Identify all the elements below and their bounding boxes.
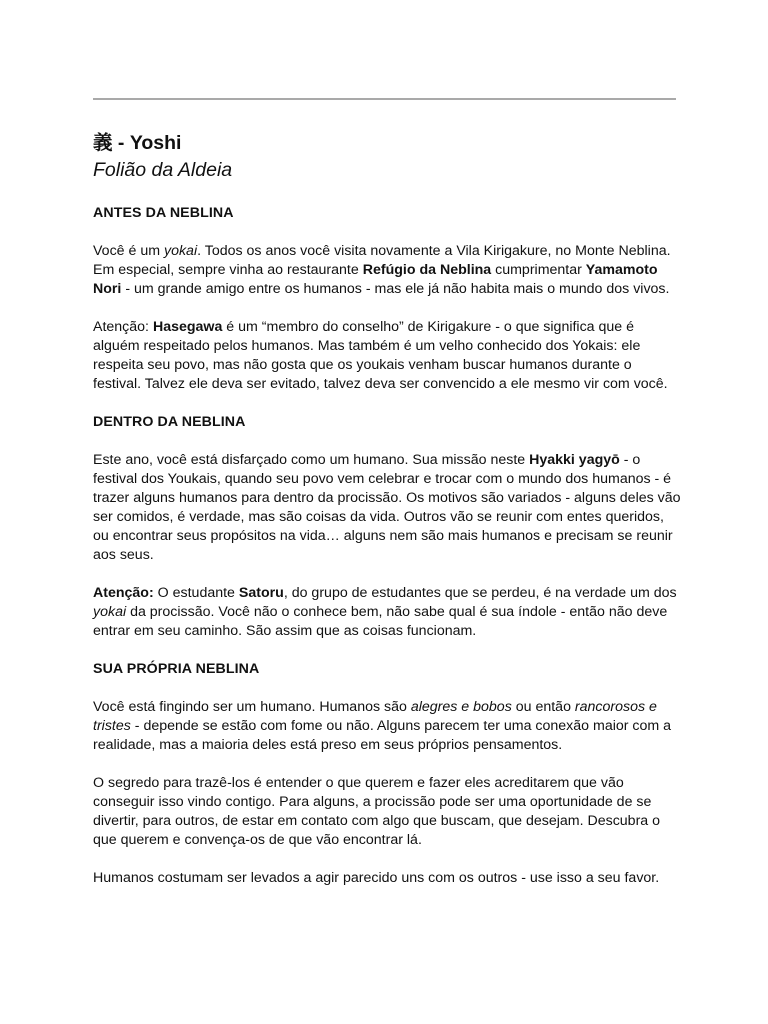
text-run: Você está fingindo ser um humano. Humanos são [93,699,411,715]
document-body [93,129,683,907]
paragraph [93,318,683,394]
italic-run: rancorosos e tristes [93,699,657,734]
text-run: Este ano, você está disfarçado como um humano. Sua missão neste [93,452,530,468]
top-divider [93,98,676,100]
paragraph [93,774,683,850]
section-dentro-da-neblina [93,413,683,641]
paragraph [93,451,683,565]
text-run: O segredo para trazê-los é entender o que querem e fazer eles acreditarem que vão conseguir isso vindo contigo. Para alguns, a procissão pode ser uma oportunidade de se divertir, para outros, de estar em contato com algo que buscam, que desejam. Descubra o que querem e convença-os de que vão encontrar lá. [93,775,661,848]
text-run: cumprimentar [491,262,586,278]
text-run: - depende se estão com fome ou não. Alguns parecem ter uma conexão maior com a realidade, mas a maioria deles está preso em seus próprios pensamentos. [93,718,672,753]
bold-run: Hasegawa [152,319,223,335]
section-heading: ANTES DA NEBLINA [93,205,234,221]
paragraph [93,698,683,755]
italic-run: yokai [93,604,127,620]
section-heading: DENTRO DA NEBLINA [93,414,246,430]
page-subtitle: Folião da Aldeia [93,159,233,181]
section-heading: SUA PRÓPRIA NEBLINA [93,661,260,677]
bold-run: Satoru [238,585,284,601]
section-antes-da-neblina [93,204,683,394]
italic-run: alegres e bobos [410,699,512,715]
text-run: - o festival dos Youkais, quando seu povo vem celebrar e trocar com o mundo dos humanos - é trazer alguns humanos para dentro da procissão. Os motivos são variados - alguns deles vão ser comidos, é verdade, mas são coisas da vida. Outros vão se reunir com entes queridos, ou encontrar seus propósitos na vida… alguns nem são mais humanos e precisam se reunir aos seus. [93,452,681,563]
section-sua-propria-neblina [93,660,683,888]
bold-run: Yamamoto Nori [93,262,658,297]
text-run: Atenção: [93,319,153,335]
text-run: . Todos os anos você visita novamente a Vila Kirigakure, no Monte Neblina. Em especial, sempre vinha ao restaurante [93,243,671,278]
text-run: é um “membro do conselho” de Kirigakure - o que significa que é alguém respeitado pelos humanos. Mas também é um velho conhecido dos Yokais: ele respeita seu povo, mas não gosta que os youkais venham buscar humanos durante o festival. Talvez ele deva ser evitado, talvez deva ser convencido a ele mesmo vir com você. [93,319,668,392]
text-run: Você é um [93,243,164,259]
italic-run: yokai [163,243,198,259]
bold-run: Hyakki yagyō [529,452,620,468]
text-run: O estudante [153,585,239,601]
text-run: , do grupo de estudantes que se perdeu, é na verdade um dos [283,585,677,601]
paragraph [93,869,683,888]
bold-run: Atenção: [93,585,154,601]
bold-run: Refúgio da Neblina [362,262,492,278]
text-run: ou então [511,699,575,715]
text-run: - um grande amigo entre os humanos - mas ele já não habita mais o mundo dos vivos. [121,281,670,297]
text-run: da procissão. Você não o conhece bem, não sabe qual é sua índole - então não deve entrar em seu caminho. São assim que as coisas funcionam. [93,604,668,639]
paragraph [93,242,683,299]
page-title: 義 - Yoshi [93,132,182,154]
paragraph [93,584,683,641]
text-run: Humanos costumam ser levados a agir parecido uns com os outros - use isso a seu favor. [93,870,660,886]
